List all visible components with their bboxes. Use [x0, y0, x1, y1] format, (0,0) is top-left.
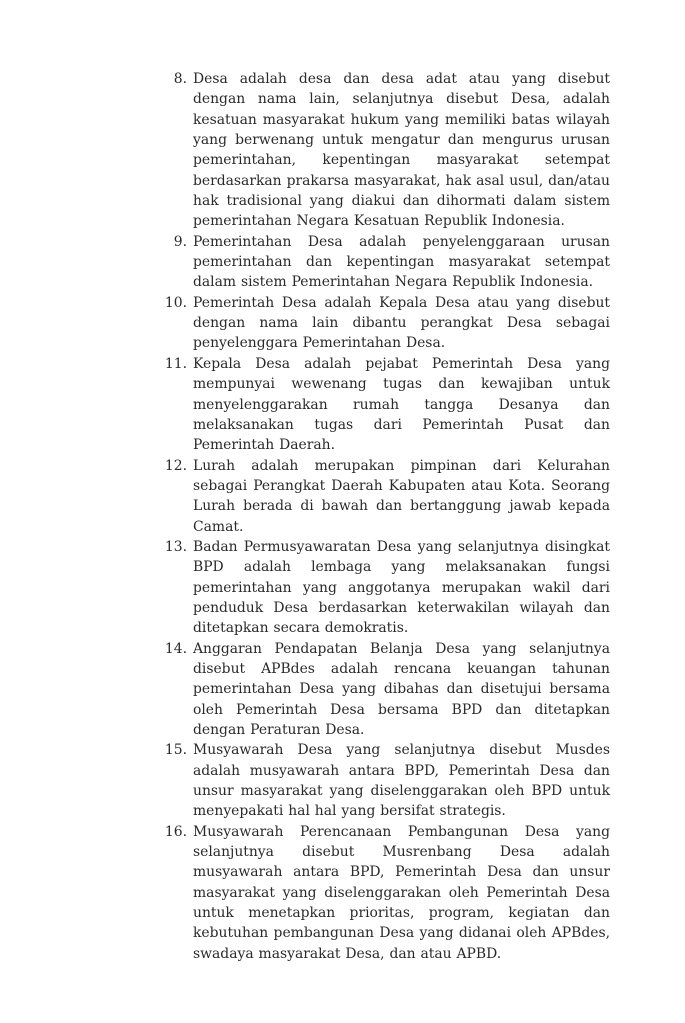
definition-text: Kepala Desa adalah pejabat Pemerintah Desa yang mempunyai wewenang tugas dan kewajiban untuk menyelenggarakan rumah tangga Desanya dan melaksanakan tugas dari Pemerintah Pusat dan Pemerintah Daerah. [193, 355, 610, 454]
definition-text: Lurah adalah merupakan pimpinan dari Kelurahan sebagai Perangkat Daerah Kabupaten atau Kota. Seorang Lurah berada di bawah dan bertanggung jawab kepada Camat. [193, 457, 610, 535]
definition-number: 13. [164, 538, 187, 555]
definition-number: 15. [164, 742, 187, 759]
definition-number: 14. [164, 640, 187, 657]
definition-item-15 [150, 740, 610, 821]
definition-text: Desa adalah desa dan desa adat atau yang disebut dengan nama lain, selanjutnya disebut Desa, adalah kesatuan masyarakat hukum yang memiliki batas wilayah yang berwenang untuk mengatur dan mengurus urusan pemerintahan, kepentingan masyarakat setempat berdasarkan prakarsa masyarakat, hak asal usul, dan/atau hak tradisional yang diakui dan dihormati dalam sistem pemerintahan Negara Kesatuan Republik Indonesia. [193, 71, 610, 230]
definition-item-16 [150, 822, 610, 964]
definition-item-8 [150, 69, 610, 232]
definition-text: Anggaran Pendapatan Belanja Desa yang selanjutnya disebut APBdes adalah rencana keuangan tahunan pemerintahan Desa yang dibahas dan disetujui bersama oleh Pemerintah Desa bersama BPD dan ditetapkan dengan Peraturan Desa. [193, 640, 610, 738]
definition-text: Badan Permusyawaratan Desa yang selanjutnya disingkat BPD adalah lembaga yang melaksanakan fungsi pemerintahan yang anggotanya merupakan wakil dari penduduk Desa berdasarkan keterwakilan wilayah dan ditetapkan secara demokratis. [193, 538, 610, 637]
definition-number: 10. [164, 294, 187, 311]
definition-item-10 [150, 293, 610, 354]
definition-number: 9. [173, 233, 187, 250]
definition-item-9 [150, 232, 610, 293]
definition-item-12 [150, 456, 610, 537]
definition-number: 11. [164, 355, 187, 372]
definitions-list [150, 69, 610, 964]
definition-text: Musyawarah Perencanaan Pembangunan Desa yang selanjutnya disebut Musrenbang Desa adalah musyawarah antara BPD, Pemerintah Desa dan unsur masyarakat yang diselenggarakan oleh Pemerintah Desa untuk menetapkan prioritas, program, kegiatan dan kebutuhan pembangunan Desa yang didanai oleh APBdes, swadaya masyarakat Desa, dan atau APBD. [193, 823, 610, 962]
definition-number: 8. [173, 71, 187, 87]
definition-item-11 [150, 354, 610, 456]
definition-item-13 [150, 537, 610, 639]
definition-text: Musyawarah Desa yang selanjutnya disebut Musdes adalah musyawarah antara BPD, Pemerintah Desa dan unsur masyarakat yang diselenggarakan oleh BPD untuk menyepakati hal hal yang bersifat strategis. [193, 742, 610, 820]
definition-text: Pemerintah Desa adalah Kepala Desa atau yang disebut dengan nama lain dibantu perangkat Desa sebagai penyelenggara Pemerintahan Desa. [193, 294, 610, 352]
definition-number: 16. [164, 823, 187, 840]
definition-item-14 [150, 639, 610, 741]
definition-number: 12. [164, 457, 187, 474]
definition-text: Pemerintahan Desa adalah penyelenggaraan urusan pemerintahan dan kepentingan masyarakat setempat dalam sistem Pemerintahan Negara Republik Indonesia. [193, 233, 610, 291]
